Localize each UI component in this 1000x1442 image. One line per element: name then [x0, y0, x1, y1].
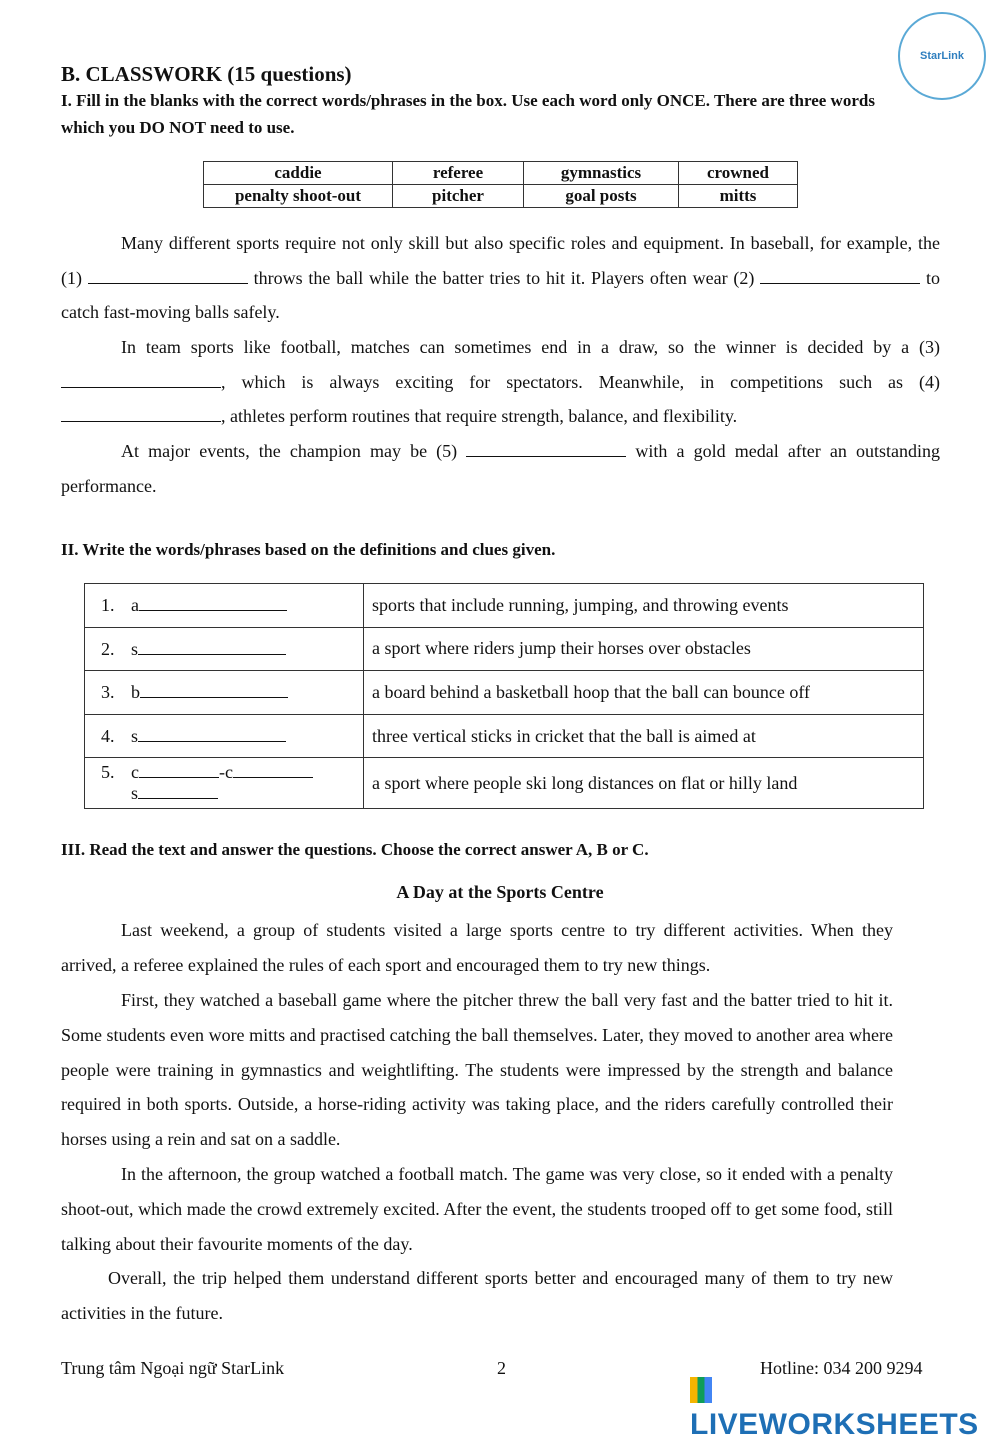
- reading-paragraph-3: In the afternoon, the group watched a football match. The game was very close, so it ended with a penalty shoot-out, which made the crowd extremely excited. After the event, the students trooped off to get some food, still talking about their favourite moments of the day.: [61, 1164, 893, 1254]
- fill-paragraph-3: At major events, the champion may be (5) with a gold medal after an outstanding performance.: [61, 441, 940, 496]
- fill-paragraph-2: In team sports like football, matches can sometimes end in a draw, so the winner is decided by a (3) , which is always exciting for spectators. Meanwhile, in competitions such as (4) , athletes perform routines that require strength, balance, and flexibility.: [61, 330, 940, 434]
- reading-title: A Day at the Sports Centre: [396, 882, 604, 902]
- liveworksheets-watermark: LIVEWORKSHEETS: [690, 1374, 1000, 1442]
- answer-field-5a[interactable]: [139, 763, 219, 778]
- footer-hotline: Hotline: 034 200 9294: [760, 1358, 923, 1378]
- word-crowned: crowned: [679, 162, 798, 185]
- answer-field-5b[interactable]: [233, 763, 313, 778]
- answer-field-4[interactable]: [138, 725, 286, 742]
- word-box: [203, 161, 798, 208]
- blank-3[interactable]: [61, 373, 221, 388]
- answer-field-2[interactable]: [138, 638, 286, 655]
- word-penalty-shoot-out: penalty shoot-out: [204, 185, 393, 208]
- definition-3: a board behind a basketball hoop that the ball can bounce off: [364, 671, 924, 715]
- definition-5: a sport where people ski long distances on flat or hilly land: [364, 758, 924, 809]
- word-pitcher: pitcher: [393, 185, 524, 208]
- section-title: B. CLASSWORK (15 questions): [61, 62, 352, 86]
- table-row: 4. s three vertical sticks in cricket that the ball is aimed at: [85, 714, 924, 758]
- blank-1[interactable]: [88, 269, 248, 284]
- definitions-table: [84, 583, 924, 809]
- reading-paragraph-1: Last weekend, a group of students visited a large sports centre to try different activities. When they arrived, a referee explained the rules of each sport and encouraged them to try new things.: [61, 920, 893, 975]
- definition-2: a sport where riders jump their horses over obstacles: [364, 627, 924, 671]
- word-referee: referee: [393, 162, 524, 185]
- starlink-logo: StarLink: [898, 12, 986, 100]
- footer-page-number: 2: [497, 1358, 506, 1378]
- reading-paragraph-2: First, they watched a baseball game where the pitcher threw the ball very fast and the batter tried to hit it. Some students even wore mitts and practised catching the ball themselves. Later, they moved to another area where people were training in gymnastics and weightlifting. The students were impressed by the strength and balance required in both sports. Outside, a horse-riding activity was taking place, and the riders carefully controlled their horses using a rein and sat on a saddle.: [61, 990, 893, 1150]
- word-mitts: mitts: [679, 185, 798, 208]
- part3-instruction: III. Read the text and answer the questions. Choose the correct answer A, B or C.: [61, 840, 649, 859]
- part2-instruction: II. Write the words/phrases based on the definitions and clues given.: [61, 540, 556, 559]
- definition-4: three vertical sticks in cricket that the ball is aimed at: [364, 714, 924, 758]
- reading-paragraph-4: Overall, the trip helped them understand different sports better and encouraged many of them to try new activities in the future.: [61, 1268, 893, 1323]
- table-row: 5. c -c s a sport where people ski long distances on flat or hilly land: [85, 758, 924, 809]
- table-row: 1. a sports that include running, jumping, and throwing events: [85, 584, 924, 628]
- word-gymnastics: gymnastics: [524, 162, 679, 185]
- part1-instruction: I. Fill in the blanks with the correct words/phrases in the box. Use each word only ONCE. There are three words which you DO NOT need to use.: [61, 91, 875, 137]
- blank-5[interactable]: [466, 442, 626, 457]
- word-goal-posts: goal posts: [524, 185, 679, 208]
- blank-2[interactable]: [760, 269, 920, 284]
- table-row: 2. s a sport where riders jump their horses over obstacles: [85, 627, 924, 671]
- definition-1: sports that include running, jumping, and throwing events: [364, 584, 924, 628]
- footer-center-name: Trung tâm Ngoại ngữ StarLink: [61, 1358, 285, 1378]
- table-row: 3. b a board behind a basketball hoop that the ball can bounce off: [85, 671, 924, 715]
- blank-4[interactable]: [61, 407, 221, 422]
- word-caddie: caddie: [204, 162, 393, 185]
- answer-field-3[interactable]: [140, 681, 288, 698]
- liveworksheets-logo-icon: [690, 1377, 712, 1403]
- answer-field-5c[interactable]: [138, 784, 218, 799]
- answer-field-1[interactable]: [139, 594, 287, 611]
- fill-paragraph-1: Many different sports require not only skill but also specific roles and equipment. In baseball, for example, the (1) throws the ball while the batter tries to hit it. Players often wear (2) to catch fast-moving balls safely.: [61, 233, 941, 323]
